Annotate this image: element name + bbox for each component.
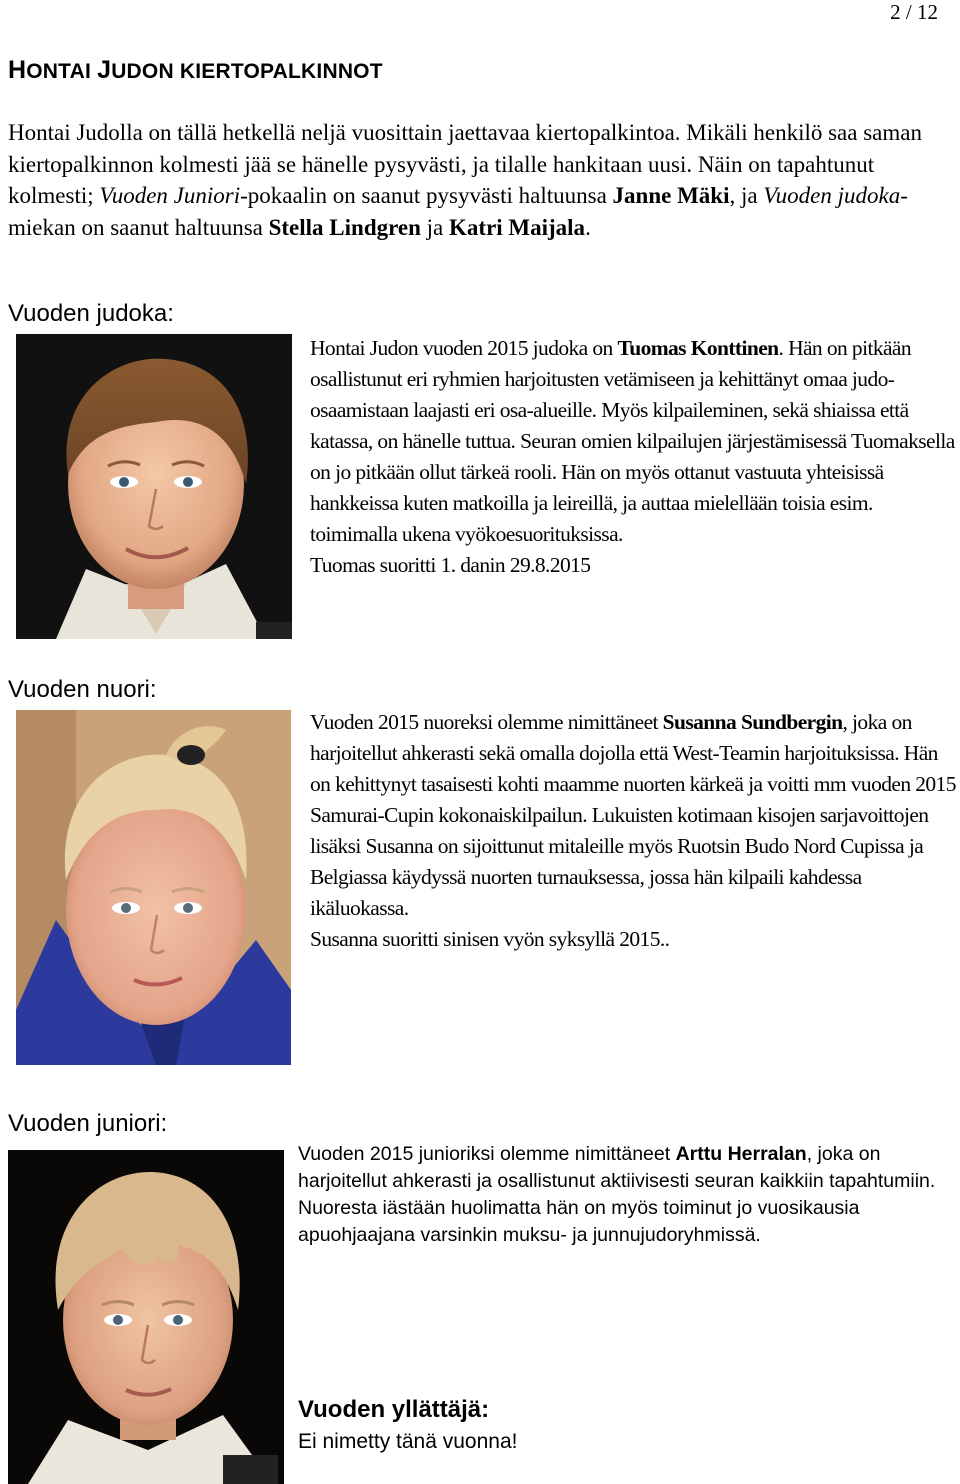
intro-text-4: -miekan on saanut haltuunsa	[8, 183, 908, 240]
nuori-p1-start: Vuoden 2015 nuoreksi olemme nimittäneet	[310, 710, 663, 734]
juniori-text	[298, 1141, 938, 1249]
judoka-paragraph-2: Tuomas suoritti 1. danin 29.8.2015	[310, 553, 591, 577]
intro-name-janne: Janne Mäki	[612, 183, 730, 208]
yllattaja-heading: Vuoden yllättäjä:	[298, 1396, 490, 1423]
judoka-heading-text: Vuoden judoka	[8, 300, 168, 327]
juniori-portrait-illustration	[8, 1150, 284, 1484]
judoka-photo	[16, 334, 292, 639]
nuori-paragraph-2: Susanna suoritti sinisen vyön syksyllä 2015..	[310, 927, 670, 951]
intro-text-2: -pokaalin on saanut pysyvästi haltuunsa	[240, 183, 613, 208]
intro-paragraph	[8, 117, 953, 243]
title-part-j: J	[97, 56, 112, 84]
yllattaja-text: Ei nimetty tänä vuonna!	[298, 1430, 518, 1453]
judoka-paragraph-1	[310, 333, 955, 550]
nuori-p1-rest: , joka on harjoitellut ahkerasti sekä omalla dojolla että West-Teamin harjoituksissa. Hän on kehittynyt tasaisesti kohti maamme nuorten kärkeä ja voitti mm vuoden 2015 Samurai-Cupin kokonaiskilpailun. Lukuisten kotimaan kisojen sarjavoittojen lisäksi Susanna on sijoittunut mitaleille myös Ruotsin Budo Nord Cupissa ja Belgiassa käydyssä nuorten turnauksessa, jossa hän kilpaili kahdessa ikäluokassa.	[310, 710, 956, 920]
juniori-name: Arttu Herralan	[675, 1143, 807, 1165]
nuori-portrait-illustration	[16, 710, 291, 1065]
intro-text-5: ja	[420, 214, 450, 240]
judoka-name: Tuomas Konttinen	[617, 336, 779, 360]
intro-name-stella: Stella Lindgren	[268, 214, 421, 240]
nuori-paragraph-1	[310, 707, 960, 924]
nuori-photo	[16, 710, 291, 1065]
judoka-heading	[8, 300, 174, 328]
page-title	[8, 56, 383, 85]
intro-text-1: Hontai Judolla on tällä hetkellä neljä vuosittain jaettavaa kiertopalkintoa. Mikäli henkilö saa saman kiertopalkinnon kolmesti jää se hänelle pysyvästi, ja tilalle hankitaan uusi. Näin on tapahtunut kolmesti;	[8, 120, 922, 208]
intro-italic-judoka: Vuoden judoka	[763, 183, 901, 208]
juniori-paragraph-1	[298, 1141, 938, 1195]
juniori-photo	[8, 1150, 284, 1484]
nuori-name: Susanna Sundbergin	[662, 710, 843, 734]
title-part-ontai: ONTAI	[26, 60, 98, 83]
nuori-text	[310, 707, 960, 955]
intro-name-katri: Katri Maijala	[449, 214, 586, 240]
judoka-p1-start: Hontai Judon vuoden 2015 judoka on	[310, 336, 618, 360]
juniori-p1-start: Vuoden 2015 junioriksi olemme nimittäneet	[298, 1143, 676, 1165]
page-number: 2 / 12	[890, 0, 938, 24]
juniori-p1-rest: , joka on harjoitellut ahkerasti ja osallistunut aktiivisesti seuran kaikkiin tapahtumiin.	[298, 1143, 936, 1192]
title-part-h: H	[8, 56, 27, 84]
intro-text-6: .	[585, 214, 591, 240]
title-part-rest: UDON KIERTOPALKINNOT	[111, 60, 383, 83]
judoka-portrait-illustration	[16, 334, 292, 639]
judoka-text	[310, 333, 955, 581]
judoka-heading-colon: :	[167, 300, 174, 327]
intro-italic-juniori: Vuoden Juniori	[99, 183, 241, 208]
judoka-p1-rest: . Hän on pitkään osallistunut eri ryhmien harjoitusten vetämiseen ja kehittänyt omaa judo-osaamistaan laajasti eri osa-alueille. Myös kilpaileminen, sekä shiaissa että katassa, on hänelle tuttua. Seuran omien kilpailujen järjestämisessä Tuomaksella on jo pitkään ollut tärkeä rooli. Hän on myös ottanut vastuuta yhteisissä hankkeissa kuten matkoilla ja leireillä, ja auttaa mielellään toisia esim. toimimalla ukena vyökoesuorituksissa.	[310, 336, 955, 546]
intro-text-3: , ja	[729, 183, 764, 208]
nuori-heading: Vuoden nuori:	[8, 676, 157, 703]
juniori-heading: Vuoden juniori:	[8, 1110, 168, 1137]
juniori-paragraph-2: Nuoresta iästään huolimatta hän on myös toiminut jo vuosikausia apuohjaajana varsinkin muksu- ja junnujudoryhmissä.	[298, 1197, 860, 1246]
